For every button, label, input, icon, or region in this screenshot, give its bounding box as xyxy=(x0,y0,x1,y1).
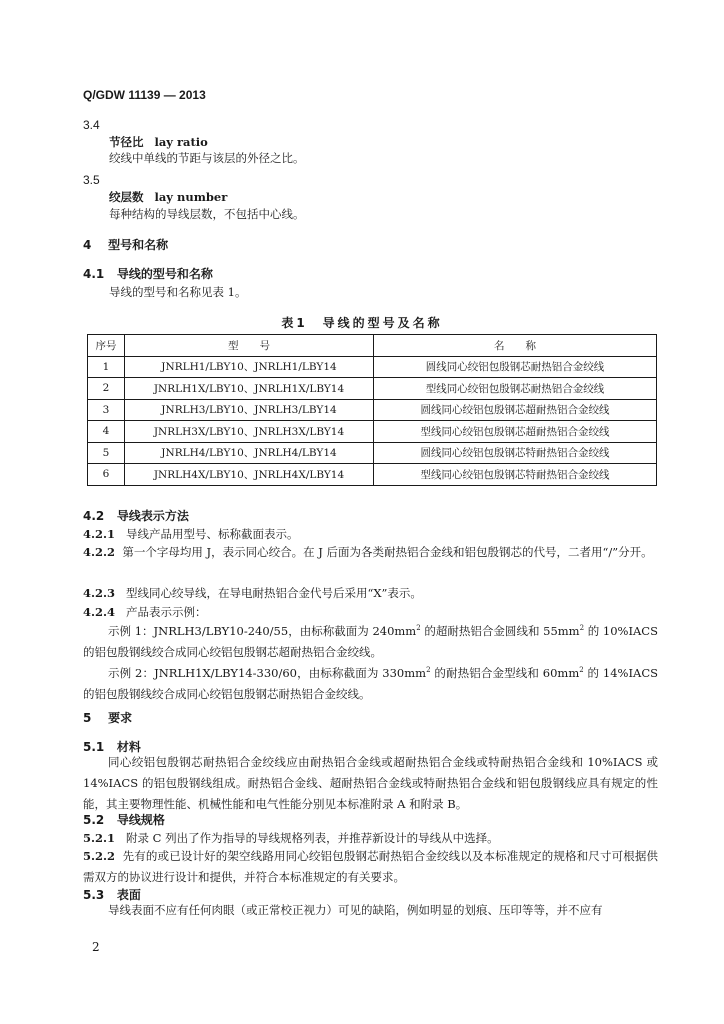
term-en: lay ratio xyxy=(154,135,208,149)
table-row xyxy=(88,421,657,443)
section-5-3-text: 导线表面不应有任何肉眼（或正常校正视力）可见的缺陷，例如明显的划痕、压印等等，并不应有 xyxy=(108,903,603,917)
section-title: 要求 xyxy=(108,711,133,725)
clause-text: 附录 C 列出了作为指导的导线规格列表，并推荐新设计的导线从中选择。 xyxy=(125,831,499,845)
term-lay-number xyxy=(109,189,227,205)
cell-name: 型线同心绞铝包殷钢芯特耐热铝合金绞线 xyxy=(374,464,657,486)
section-3-5-number: 3.5 xyxy=(83,173,100,187)
section-5-2-2 xyxy=(83,846,658,888)
section-4-2-1 xyxy=(83,526,298,542)
clause-text: 先有的或已设计好的架空线路用同心绞铝包殷钢芯耐热铝合金绞线以及本标准规定的规格和尺寸可根据供需双方的协议进行设计和提供，并符合本标准规定的有关要求。 xyxy=(83,849,659,884)
clause-number: 5.2.2 xyxy=(83,849,116,863)
section-4-heading xyxy=(83,236,168,253)
section-title: 表面 xyxy=(116,888,141,902)
section-4-1-text: 导线的型号和名称见表 1。 xyxy=(109,285,247,299)
standard-code: Q/GDW 11139 — 2013 xyxy=(83,88,206,102)
table-row xyxy=(88,399,657,421)
section-4-1-heading xyxy=(83,265,213,282)
clause-number: 5.2.1 xyxy=(83,831,116,845)
section-title: 型号和名称 xyxy=(108,238,169,252)
cell-model: JNRLH3X/LBY10、JNRLH3X/LBY14 xyxy=(125,421,374,443)
section-title: 导线规格 xyxy=(116,813,165,827)
section-5-2-heading xyxy=(83,811,165,828)
term-lay-number-definition: 每种结构的导线层数，不包括中心线。 xyxy=(109,207,305,221)
cell-name: 型线同心绞铝包殷钢芯超耐热铝合金绞线 xyxy=(374,421,657,443)
term-lay-ratio-definition: 绞线中单线的节距与该层的外径之比。 xyxy=(109,151,305,165)
header-model: 型 号 xyxy=(125,335,374,357)
clause-number: 4.2.2 xyxy=(83,545,116,559)
section-5-heading xyxy=(83,709,132,726)
cell-name: 圆线同心绞铝包殷钢芯超耐热铝合金绞线 xyxy=(374,399,657,421)
term-en: lay number xyxy=(154,190,228,204)
example-1: 示例 1：JNRLH3/LBY10-240/55，由标称截面为 $240mm^2$ 的超耐热铝合金圆线和 $55mm^2$ 的 10%IACS 的铝包殷钢线绞合成同心绞铝包殷钢芯超耐热铝合金绞线。 xyxy=(83,623,658,659)
section-number: 4 xyxy=(83,238,92,252)
clause-number: 4.2.3 xyxy=(83,586,116,600)
term-lay-ratio xyxy=(109,134,208,150)
section-number: 4.1 xyxy=(83,267,105,281)
table-row xyxy=(88,442,657,464)
cell-model: JNRLH4/LBY10、JNRLH4/LBY14 xyxy=(125,442,374,464)
table-header-row xyxy=(88,335,657,357)
table-row xyxy=(88,464,657,486)
table-row xyxy=(88,356,657,378)
term-zh: 绞层数 xyxy=(109,190,144,204)
section-4-2-2 xyxy=(83,542,658,563)
cell-index: 3 xyxy=(88,399,125,421)
table-caption: 表1 导线的型号及名称 xyxy=(281,316,443,330)
section-title: 导线的型号和名称 xyxy=(116,267,213,281)
header-index: 序号 xyxy=(88,335,125,357)
section-number: 5 xyxy=(83,711,92,725)
clause-text: 导线产品用型号、标称截面表示。 xyxy=(125,527,299,541)
cell-index: 2 xyxy=(88,378,125,400)
header-name: 名 称 xyxy=(374,335,657,357)
example-2: 示例 2：JNRLH1X/LBY14-330/60，由标称截面为 $330mm^2$ 的耐热铝合金型线和 $60mm^2$ 的 14%IACS 的铝包殷钢线绞合成同心绞铝包殷钢芯耐热铝合金绞线。 xyxy=(83,665,658,701)
cell-name: 圆线同心绞铝包殷钢芯耐热铝合金绞线 xyxy=(374,356,657,378)
section-number: 5.2 xyxy=(83,813,105,827)
cell-name: 圆线同心绞铝包殷钢芯特耐热铝合金绞线 xyxy=(374,442,657,464)
cell-model: JNRLH3/LBY10、JNRLH3/LBY14 xyxy=(125,399,374,421)
section-4-2-3 xyxy=(83,585,422,601)
cell-index: 4 xyxy=(88,421,125,443)
section-number: 4.2 xyxy=(83,509,105,523)
section-title: 材料 xyxy=(116,740,141,754)
clause-text: 型线同心绞导线，在导电耐热铝合金代号后采用“X”表示。 xyxy=(125,586,422,600)
cell-index: 1 xyxy=(88,356,125,378)
cell-name: 型线同心绞铝包殷钢芯耐热铝合金绞线 xyxy=(374,378,657,400)
model-name-table xyxy=(87,334,657,486)
clause-number: 4.2.4 xyxy=(83,605,116,619)
section-5-2-1 xyxy=(83,830,499,846)
cell-index: 5 xyxy=(88,442,125,464)
cell-model: JNRLH1/LBY10、JNRLH1/LBY14 xyxy=(125,356,374,378)
section-5-1-text: 同心绞铝包殷钢芯耐热铝合金绞线应由耐热铝合金线或超耐热铝合金线或特耐热铝合金线和 10%IACS 或 14%IACS 的铝包殷钢线组成。耐热铝合金线、超耐热铝合金线或特耐热铝合金线和铝包殷钢线应具有规定的性能，其主要物理性能、机械性能和电气性能分别见本标准附录 A 和附录 B。 xyxy=(83,755,658,811)
term-zh: 节径比 xyxy=(109,135,144,149)
clause-text: 产品表示示例： xyxy=(125,605,207,619)
page-number: 2 xyxy=(92,940,100,954)
clause-text: 第一个字母均用 J，表示同心绞合。在 J 后面为各类耐热铝合金线和铝包殷钢芯的代号，二者用“/”分开。 xyxy=(122,545,653,559)
section-number: 5.3 xyxy=(83,888,105,902)
section-title: 导线表示方法 xyxy=(116,509,189,523)
section-number: 5.1 xyxy=(83,740,105,754)
clause-number: 4.2.1 xyxy=(83,527,116,541)
section-3-4-number: 3.4 xyxy=(83,118,100,132)
cell-model: JNRLH4X/LBY10、JNRLH4X/LBY14 xyxy=(125,464,374,486)
section-4-2-heading xyxy=(83,507,189,524)
table-row xyxy=(88,378,657,400)
cell-model: JNRLH1X/LBY10、JNRLH1X/LBY14 xyxy=(125,378,374,400)
cell-index: 6 xyxy=(88,464,125,486)
